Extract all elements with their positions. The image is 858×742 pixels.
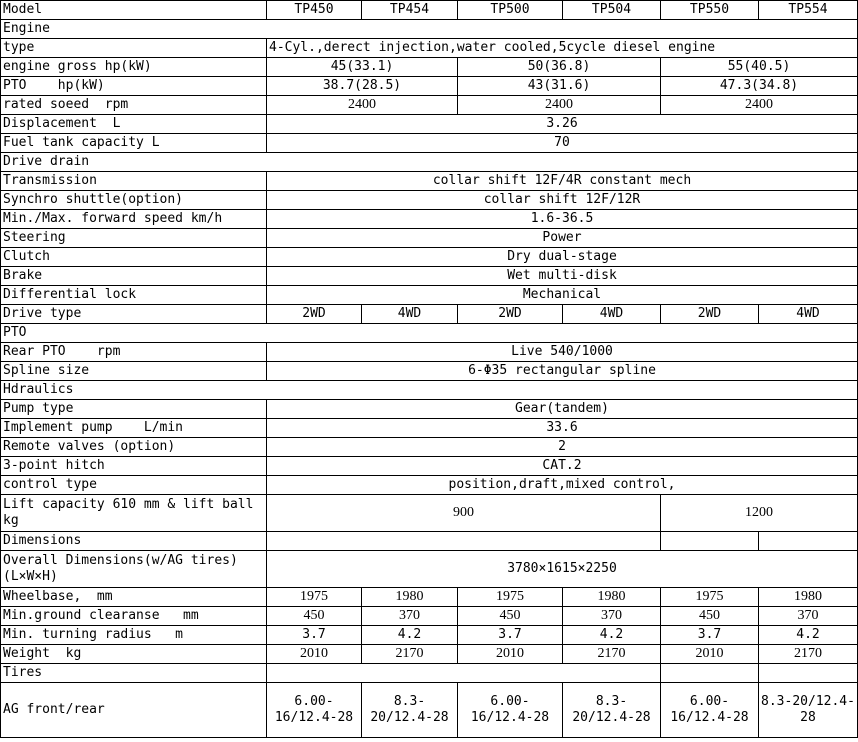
empty-cell: [759, 532, 858, 551]
table-row: [1, 438, 858, 457]
model-tp554: TP554: [759, 1, 858, 20]
row-value: 6-Φ35 rectangular spline: [267, 362, 858, 381]
row-value: 3.26: [267, 115, 858, 134]
row-value: 1975: [458, 588, 563, 607]
row-value: collar shift 12F/12R: [267, 191, 858, 210]
row-label: Min.ground clearanse mm: [1, 607, 267, 626]
row-value: 4-Cyl.,derect injection,water cooled,5cycle diesel engine: [267, 39, 858, 58]
row-label: Synchro shuttle(option): [1, 191, 267, 210]
row-value: 450: [267, 607, 362, 626]
table-row: [1, 115, 858, 134]
row-value: 450: [661, 607, 759, 626]
row-value: CAT.2: [267, 457, 858, 476]
section-dimensions: [1, 532, 858, 551]
row-value: 4.2: [759, 626, 858, 645]
table-row: [1, 476, 858, 495]
row-value: 1200: [661, 495, 858, 532]
row-value: 450: [458, 607, 563, 626]
table-row: [1, 96, 858, 115]
row-value: 8.3-20/12.4-28: [759, 683, 858, 738]
table-row: [1, 286, 858, 305]
table-row: [1, 645, 858, 664]
row-value: 8.3-20/12.4-28: [563, 683, 661, 738]
row-value: 55(40.5): [661, 58, 858, 77]
table-row: [1, 39, 858, 58]
model-label: Model: [1, 1, 267, 20]
row-value: 2170: [759, 645, 858, 664]
row-value: 2400: [267, 96, 458, 115]
model-tp504: TP504: [563, 1, 661, 20]
row-value: 2010: [458, 645, 563, 664]
model-tp500: TP500: [458, 1, 563, 20]
row-label: Remote valves (option): [1, 438, 267, 457]
row-label: Weight kg: [1, 645, 267, 664]
row-value: Wet multi-disk: [267, 267, 858, 286]
row-label: Overall Dimensions(w/AG tires) (L×W×H): [1, 551, 267, 588]
row-label: Pump type: [1, 400, 267, 419]
section-title: Tires: [1, 664, 267, 683]
row-label: Clutch: [1, 248, 267, 267]
table-row: [1, 248, 858, 267]
row-value: 50(36.8): [458, 58, 661, 77]
row-label: Drive type: [1, 305, 267, 324]
section-hydraulics: [1, 381, 858, 400]
row-value: Gear(tandem): [267, 400, 858, 419]
row-value: 2400: [458, 96, 661, 115]
row-value: 8.3-20/12.4-28: [362, 683, 458, 738]
row-value: 70: [267, 134, 858, 153]
row-value: 2: [267, 438, 858, 457]
row-label: Differential lock: [1, 286, 267, 305]
row-value: 2010: [661, 645, 759, 664]
row-value: Mechanical: [267, 286, 858, 305]
row-value: 4WD: [362, 305, 458, 324]
row-value: 1975: [661, 588, 759, 607]
row-value: collar shift 12F/4R constant mech: [267, 172, 858, 191]
row-value: 4.2: [563, 626, 661, 645]
row-label: Min. turning radius m: [1, 626, 267, 645]
row-label: AG front/rear: [1, 683, 267, 738]
table-row: [1, 626, 858, 645]
row-value: 370: [759, 607, 858, 626]
row-value: 370: [362, 607, 458, 626]
row-value: 6.00-16/12.4-28: [661, 683, 759, 738]
section-title: Engine: [1, 20, 858, 39]
row-value: 2WD: [458, 305, 563, 324]
section-title: PTO: [1, 324, 858, 343]
table-row: [1, 551, 858, 588]
table-row: [1, 495, 858, 532]
row-label: 3-point hitch: [1, 457, 267, 476]
row-value: 2WD: [661, 305, 759, 324]
header-row: [1, 1, 858, 20]
row-value: 1980: [759, 588, 858, 607]
row-label: Fuel tank capacity L: [1, 134, 267, 153]
row-label: Brake: [1, 267, 267, 286]
row-value: 38.7(28.5): [267, 77, 458, 96]
table-row: [1, 683, 858, 738]
row-label: Displacement L: [1, 115, 267, 134]
empty-cell: [759, 664, 858, 683]
row-value: 43(31.6): [458, 77, 661, 96]
row-value: 6.00-16/12.4-28: [458, 683, 563, 738]
row-value: 2400: [661, 96, 858, 115]
row-value: 1.6-36.5: [267, 210, 858, 229]
table-row: [1, 77, 858, 96]
model-tp450: TP450: [267, 1, 362, 20]
row-label: rated soeed rpm: [1, 96, 267, 115]
model-tp454: TP454: [362, 1, 458, 20]
row-value: 3.7: [267, 626, 362, 645]
table-row: [1, 229, 858, 248]
table-row: [1, 267, 858, 286]
table-row: [1, 134, 858, 153]
row-value: 4.2: [362, 626, 458, 645]
row-value: 2170: [362, 645, 458, 664]
row-value: position,draft,mixed control,: [267, 476, 858, 495]
section-engine: [1, 20, 858, 39]
row-label: Steering: [1, 229, 267, 248]
section-title: Dimensions: [1, 532, 267, 551]
row-value: 2WD: [267, 305, 362, 324]
table-row: [1, 172, 858, 191]
row-value: 4WD: [563, 305, 661, 324]
row-value: 900: [267, 495, 661, 532]
row-label: Implement pump L/min: [1, 419, 267, 438]
table-row: [1, 400, 858, 419]
table-row: [1, 58, 858, 77]
row-value: 3780×1615×2250: [267, 551, 858, 588]
row-value: 1975: [267, 588, 362, 607]
empty-cell: [267, 664, 661, 683]
row-value: 3.7: [661, 626, 759, 645]
table-row: [1, 607, 858, 626]
table-row: [1, 419, 858, 438]
row-value: 1980: [563, 588, 661, 607]
empty-cell: [661, 532, 759, 551]
row-label: Wheelbase, mm: [1, 588, 267, 607]
row-value: 370: [563, 607, 661, 626]
row-value: 3.7: [458, 626, 563, 645]
model-tp550: TP550: [661, 1, 759, 20]
row-label: engine gross hp(kW): [1, 58, 267, 77]
section-pto: [1, 324, 858, 343]
row-label: Spline size: [1, 362, 267, 381]
section-tires: [1, 664, 858, 683]
row-label: Rear PTO rpm: [1, 343, 267, 362]
section-drive: [1, 153, 858, 172]
row-value: Live 540/1000: [267, 343, 858, 362]
table-row: [1, 588, 858, 607]
row-label: Min./Max. forward speed km/h: [1, 210, 267, 229]
row-label: Transmission: [1, 172, 267, 191]
row-value: 6.00-16/12.4-28: [267, 683, 362, 738]
row-value: 2170: [563, 645, 661, 664]
section-title: Drive drain: [1, 153, 858, 172]
section-title: Hdraulics: [1, 381, 858, 400]
row-value: 1980: [362, 588, 458, 607]
row-label: control type: [1, 476, 267, 495]
table-row: [1, 362, 858, 381]
row-value: Dry dual-stage: [267, 248, 858, 267]
row-value: Power: [267, 229, 858, 248]
empty-cell: [267, 532, 661, 551]
table-row: [1, 457, 858, 476]
row-value: 33.6: [267, 419, 858, 438]
row-label: type: [1, 39, 267, 58]
row-label: Lift capacity 610 mm & lift ball kg: [1, 495, 267, 532]
empty-cell: [661, 664, 759, 683]
table-row: [1, 343, 858, 362]
row-value: 2010: [267, 645, 362, 664]
row-value: 47.3(34.8): [661, 77, 858, 96]
table-row: [1, 210, 858, 229]
row-value: 4WD: [759, 305, 858, 324]
table-row: [1, 305, 858, 324]
table-row: [1, 191, 858, 210]
row-value: 45(33.1): [267, 58, 458, 77]
row-label: PTO hp(kW): [1, 77, 267, 96]
